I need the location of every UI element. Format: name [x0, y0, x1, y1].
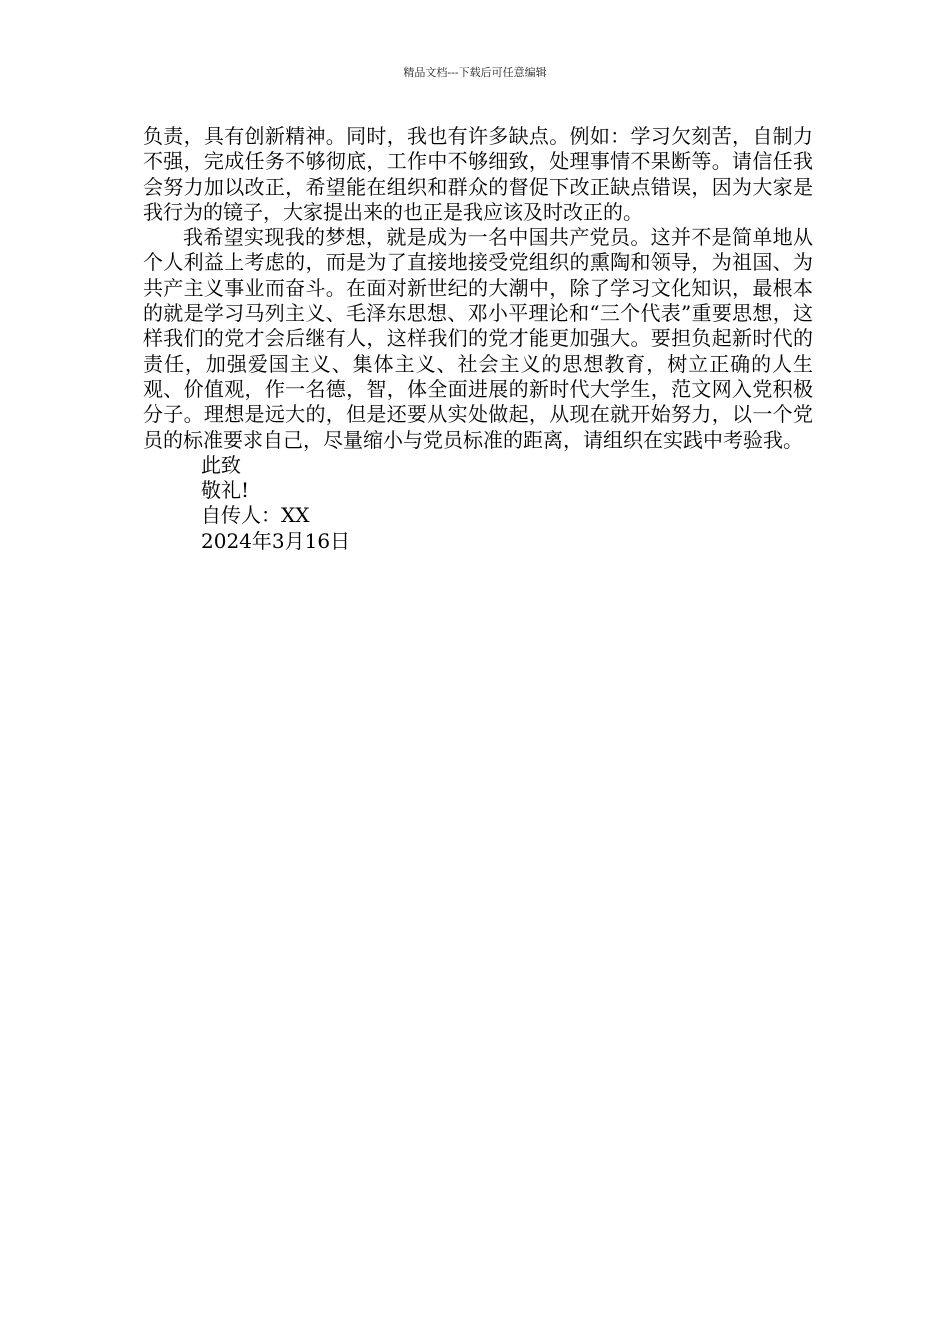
document-body [143, 124, 813, 554]
paragraph-shortcomings: 负责，具有创新精神。同时，我也有许多缺点。例如：学习欠刻苦，自制力不强，完成任务不够彻底，工作中不够细致，处理事情不果断等。请信任我会努力加以改正，希望能在组织和群众的督促下改正缺点错误，因为大家是我行为的镜子，大家提出来的也正是我应该及时改正的。 [143, 124, 813, 224]
paragraph-aspiration: 我希望实现我的梦想，就是成为一名中国共产党员。这并不是简单地从个人利益上考虑的，而是为了直接地接受党组织的熏陶和领导，为祖国、为共产主义事业而奋斗。在面对新世纪的大潮中，除了学习文化知识，最根本的就是学习马列主义、毛泽东思想、邓小平理论和“三个代表”重要思想，这样我们的党才会后继有人，这样我们的党才能更加强大。要担负起新时代的责任，加强爱国主义、集体主义、社会主义的思想教育，树立正确的人生观、价值观，作一名德，智，体全面进展的新时代大学生，范文网入党积极分子。理想是远大的，但是还要从实处做起，从现在就开始努力，以一个党员的标准要求自己，尽量缩小与党员标准的距离，请组织在实践中考验我。 [143, 225, 813, 452]
date: 2024年3月16日 [201, 528, 351, 553]
page-header: 精品文档---下载后可任意编辑 [403, 66, 547, 79]
signature: 自传人：XX [201, 503, 310, 528]
closing-salutation: 此致 [201, 452, 241, 477]
closing-respect: 敬礼! [201, 478, 250, 503]
